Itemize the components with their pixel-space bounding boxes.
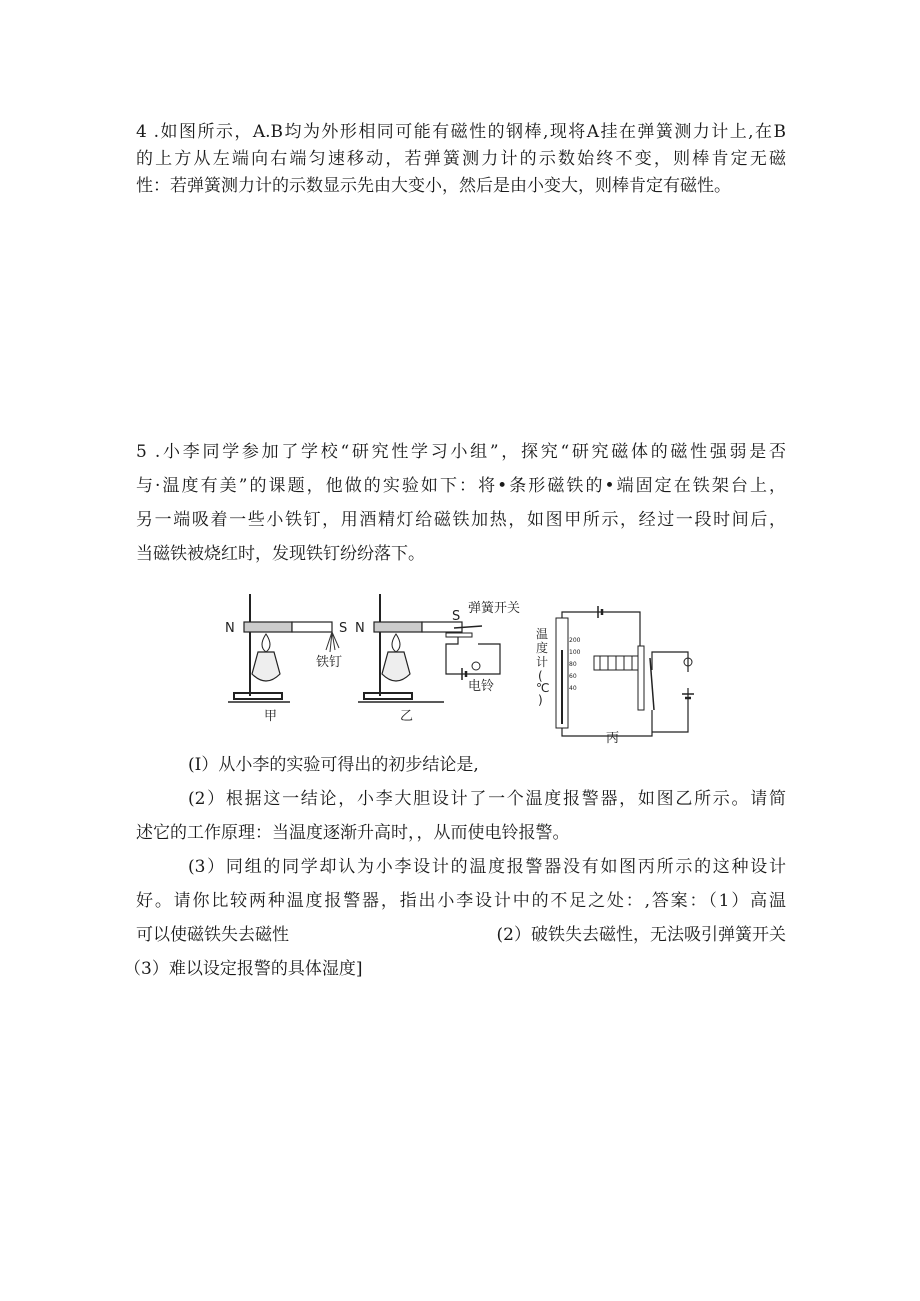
thermometer-label-6: ) (538, 693, 543, 707)
q5-line-3: 另一端吸着一些小铁钉，用酒精灯给磁铁加热，如图甲所示，经过一段时间后， (136, 510, 786, 530)
scale-80: 80 (569, 661, 577, 668)
figure-yi (355, 594, 520, 724)
nail-label: 铁钉 (316, 655, 343, 670)
sub-questions (124, 748, 786, 986)
flame-icon (392, 634, 400, 652)
stand-base (364, 693, 412, 699)
q5-line-4: 当磁铁被烧红时，发现铁钉纷纷落下。 (136, 544, 425, 564)
q5-line-1: 5 .小李同学参加了学校“研究性学习小组”，探究“研究磁体的磁性强弱是否 (136, 442, 786, 462)
scale-100: 100 (569, 649, 581, 656)
pole-n-label: N (225, 621, 235, 636)
pole-s-label: S (452, 609, 461, 624)
alcohol-lamp (382, 652, 410, 681)
answer-line (136, 918, 786, 952)
bell-label: 电铃 (468, 679, 495, 694)
armature (638, 646, 644, 710)
spring-switch-label: 弹簧开关 (468, 601, 521, 616)
electromagnet-coil (594, 656, 642, 670)
pole-n-label: N (355, 621, 365, 636)
clamp (244, 622, 292, 632)
answer-part-2: (2）破铁失去磁性，无法吸引弹簧开关 (496, 925, 786, 945)
label-yi: 乙 (400, 709, 414, 724)
experiment-figure (222, 590, 700, 746)
sub-question-1: (I）从小李的实验可得出的初步结论是, (188, 755, 479, 775)
q5-line-2: 与·温度有美”的课题，他做的实验如下：将•条形磁铁的•端固定在铁架台上， (136, 476, 786, 496)
bell-circuit-wire (652, 652, 688, 732)
thermometer-label-1: 温 (536, 627, 549, 641)
stand-base (234, 693, 282, 699)
thermometer-label-2: 度 (536, 641, 549, 655)
flame-icon (262, 634, 270, 652)
alcohol-lamp (252, 652, 280, 681)
thermometer-label-3: 计 (536, 655, 549, 669)
answer-part-3: （3）难以设定报警的具体湿度] (124, 959, 363, 979)
pole-s-label: S (339, 621, 348, 636)
q4-line-3: 性：若弹簧测力计的示数显示先由大变小，然后是由小变大，则棒肯定有磁性。 (136, 176, 731, 196)
answer-part-1: 可以使磁铁失去磁性 (136, 925, 289, 945)
figure-jia (225, 594, 347, 724)
clamp (374, 622, 422, 632)
switch-contact (446, 633, 472, 637)
bell-icon (472, 662, 480, 670)
sub-question-3-line-1: (3）同组的同学却认为小李设计的温度报警器没有如图丙所示的这种设计 (188, 857, 786, 877)
label-jia: 甲 (264, 709, 278, 724)
nails (326, 632, 339, 652)
q4-line-2: 的上方从左端向右端匀速移动，若弹簧测力计的示数始终不变，则棒肯定无磁 (136, 149, 786, 169)
thermometer-label-4: ( (538, 669, 543, 683)
thermometer-label-5: ℃ (536, 681, 550, 695)
question-4 (136, 119, 786, 200)
sub-question-3-line-2: 好。请你比较两种温度报警器，指出小李设计中的不足之处：,答案：（1）高温 (136, 891, 786, 911)
sub-question-2-line-1: (2）根据这一结论，小李大胆设计了一个温度报警器，如图乙所示。请简 (188, 789, 786, 809)
question-5 (136, 435, 786, 571)
scale-200: 200 (569, 637, 581, 644)
label-bing: 丙 (606, 731, 620, 746)
scale-60: 60 (569, 673, 577, 680)
sub-question-2-line-2: 述它的工作原理：当温度逐渐升高时，，从而使电铃报警。 (136, 823, 570, 843)
figure-bing (536, 606, 694, 746)
bar-magnet (292, 622, 332, 632)
q4-line-1: 4 .如图所示，A.B均为外形相同可能有磁性的钢棒,现将A挂在弹簧测力计上,在B (136, 122, 786, 142)
scale-40: 40 (569, 685, 577, 692)
